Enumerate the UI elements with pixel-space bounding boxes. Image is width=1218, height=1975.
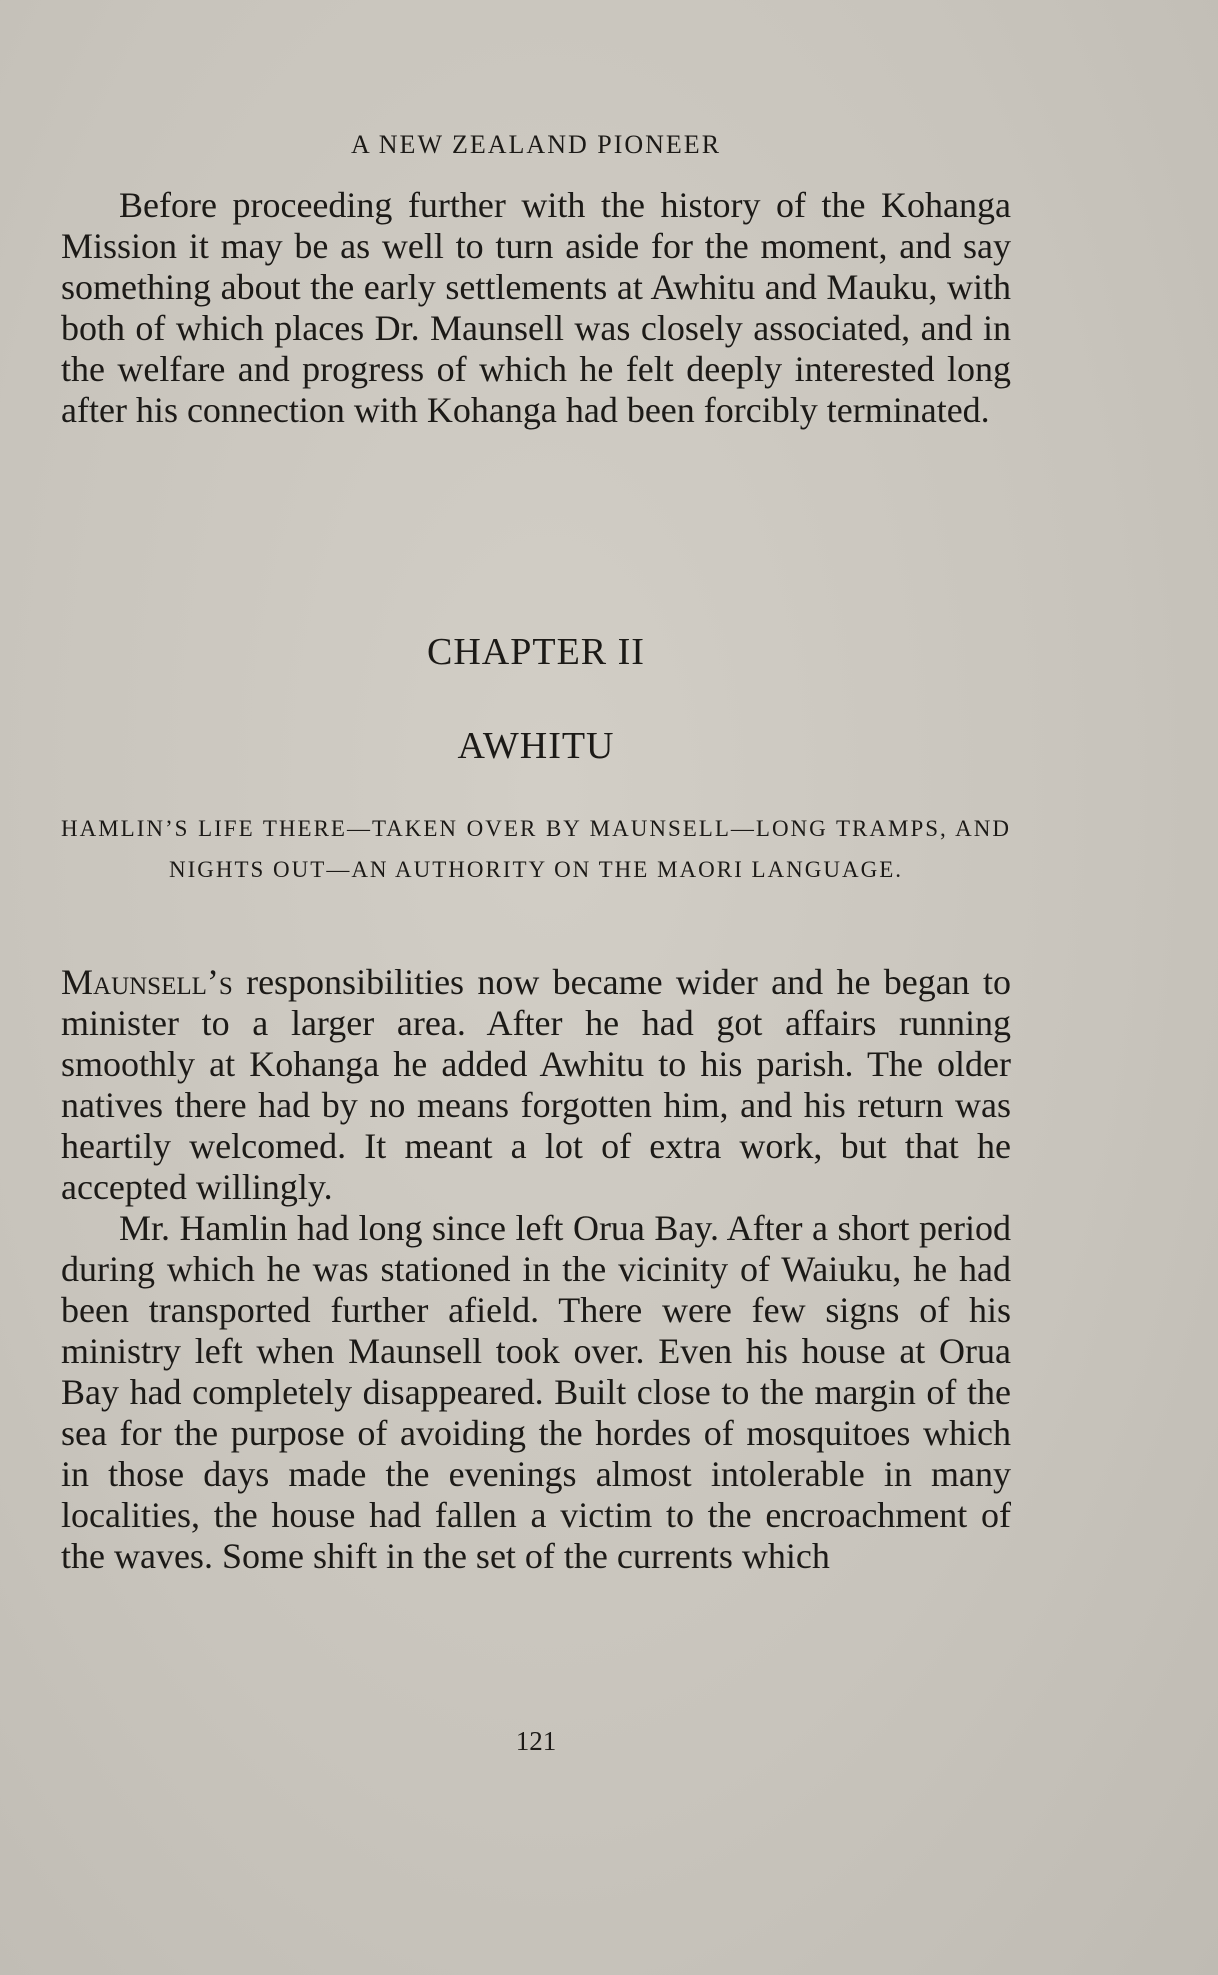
book-page xyxy=(61,0,1011,1975)
paragraph-lead-word: Maunsell’s xyxy=(61,962,233,1002)
page-number: 121 xyxy=(515,1726,557,1756)
running-head: A NEW ZEALAND PIONEER xyxy=(350,130,722,159)
body-paragraph: Mr. Hamlin had long since left Orua Bay. After a short period during which he was stationed in the vicinity of Waiuku, he had been transported further afield. There were few signs of his ministry left when Maunsell took over. Even his house at Orua Bay had completely disappeared. Built close to the margin of the sea for the purpose of avoiding the hordes of mosquitoes which in those days made the evenings almost intolerable in many localities, the house had fallen a victim to the encroachment of the waves. Some shift in the set of the currents which xyxy=(61,1208,1011,1576)
chapter-title: AWHITU xyxy=(457,725,615,767)
chapter-synopsis: HAMLIN’S LIFE THERE—TAKEN OVER BY MAUNSELL—LONG TRAMPS, AND NIGHTS OUT—AN AUTHORITY ON THE MAORI LANGUAGE. xyxy=(61,816,1011,882)
opening-paragraph: Before proceeding further with the history of the Kohanga Mission it may be as well to turn aside for the moment, and say something about the early settlements at Awhitu and Mauku, with both of which places Dr. Maunsell was closely associated, and in the welfare and progress of which he felt deeply interested long after his connection with Kohanga had been forcibly terminated. xyxy=(61,185,1011,430)
body-paragraph xyxy=(61,962,1011,1208)
chapter-body xyxy=(61,962,1011,1577)
paragraph-text: responsibilities now became wider and he began to minister to a larger area. After he had got affairs running smoothly at Kohanga he added Awhitu to his parish. The older natives there had by no means forgotten him, and his return was heartily welcomed. It meant a lot of extra work, but that he accepted willingly. xyxy=(61,962,1011,1207)
chapter-number: CHAPTER II xyxy=(427,631,645,673)
